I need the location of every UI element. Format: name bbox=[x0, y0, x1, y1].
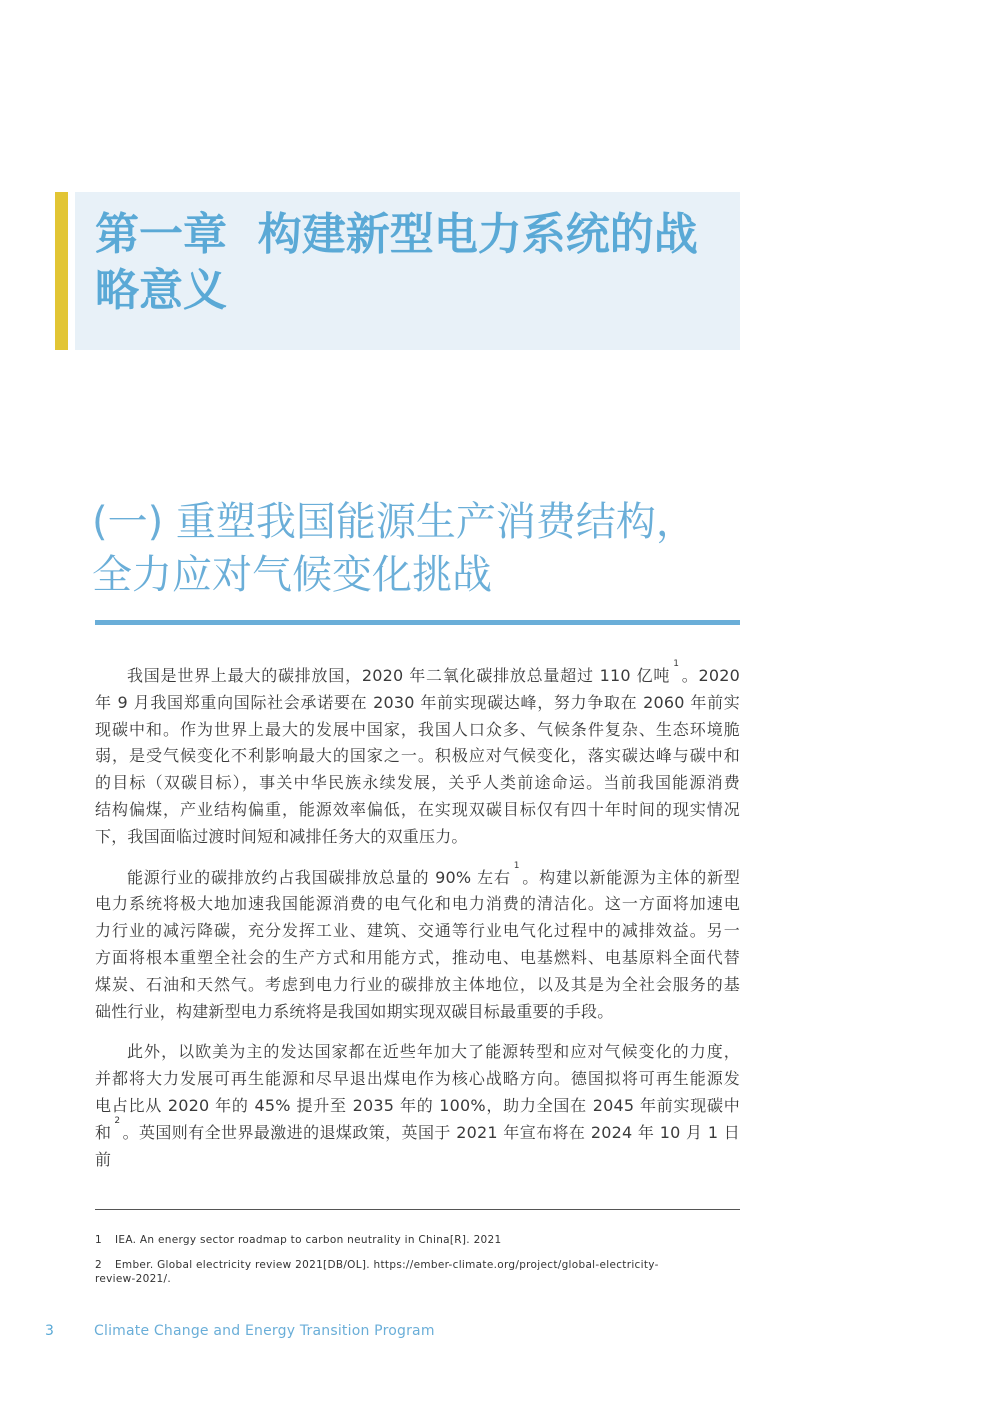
footnote-reference: 1 bbox=[673, 659, 680, 669]
footnote-number: 1 bbox=[95, 1234, 102, 1246]
paragraph-line bbox=[95, 659, 740, 690]
paragraph bbox=[95, 1039, 740, 1173]
footnote-reference: 2 bbox=[114, 1115, 121, 1126]
chapter-title bbox=[95, 207, 730, 319]
paragraph-line: 并都将大力发展可再生能源和尽早退出煤电作为核心战略方向。德国拟将可再生能源发 bbox=[95, 1069, 740, 1089]
paragraph-line: 此外，以欧美为主的发达国家都在近些年加大了能源转型和应对气候变化的力度， bbox=[127, 1042, 740, 1062]
section-heading-underline bbox=[95, 620, 740, 625]
paragraph-text: 。2020 bbox=[681, 666, 740, 685]
paragraph-line: 现碳中和。作为世界上最大的发展中国家，我国人口众多、气候条件复杂、生态环境脆 bbox=[95, 719, 740, 739]
footnotes bbox=[95, 1233, 695, 1297]
paragraph-line: 电占比从 2020 年的 45% 提升至 2035 年的 100%，助力全国在 2045 年前实现碳中 bbox=[95, 1095, 740, 1115]
section-heading-line: (一) 重塑我国能源生产消费结构， bbox=[92, 499, 696, 545]
footnote-text: IEA. An energy sector roadmap to carbon neutrality in China[R]. 2021 bbox=[115, 1234, 502, 1246]
paragraph-line: 力行业的减污降碳，充分发挥工业、建筑、交通等行业电气化过程中的减排效益。另一 bbox=[95, 921, 740, 941]
body-text bbox=[95, 659, 740, 1187]
paragraph bbox=[95, 860, 740, 1026]
footnote-number: 2 bbox=[95, 1259, 102, 1271]
paragraph-line: 结构偏煤，产业结构偏重，能源效率偏低，在实现双碳目标仅有四十年时间的现实情况 bbox=[95, 799, 740, 819]
paragraph-line: 电力系统将极大地加速我国能源消费的电气化和电力消费的清洁化。这一方面将加速电 bbox=[95, 894, 740, 914]
paragraph-line: 年 9 月我国郑重向国际社会承诺要在 2030 年前实现碳达峰，努力争取在 2060 年前实 bbox=[95, 692, 740, 712]
paragraph-line: 方面将根本重塑全社会的生产方式和用能方式，推动电、电基燃料、电基原料全面代替 bbox=[95, 947, 740, 967]
paragraph-line: 的目标（双碳目标），事关中华民族永续发展，关乎人类前途命运。当前我国能源消费 bbox=[95, 773, 740, 793]
footnote-reference: 1 bbox=[513, 860, 520, 871]
paragraph-text: 。英国则有全世界最激进的退煤政策，英国于 2021 年宣布将在 2024 年 10 月 1 日前 bbox=[95, 1122, 740, 1169]
paragraph-text: 能源行业的碳排放约占我国碳排放总量的 90% 左右 bbox=[127, 867, 511, 887]
footnote-text: Ember. Global electricity review 2021[DB/OL]. https://ember-climate.org/project/global-electricity-review-2021/. bbox=[95, 1259, 659, 1285]
paragraph bbox=[95, 659, 740, 851]
chapter-accent-bar bbox=[55, 192, 68, 350]
section-heading-line: 全力应对气候变化挑战 bbox=[92, 552, 492, 598]
paragraph-line: 下，我国面临过渡时间短和减排任务大的双重压力。 bbox=[95, 826, 468, 846]
paragraph-text: 。构建以新能源为主体的新型 bbox=[521, 867, 740, 887]
paragraph-line: 弱，是受气候变化不利影响最大的国家之一。积极应对气候变化，落实碳达峰与碳中和 bbox=[95, 746, 740, 766]
chapter-title-line: 第一章 构建新型电力系统的战 bbox=[95, 209, 698, 260]
paragraph-text: 我国是世界上最大的碳排放国，2020 年二氧化碳排放总量超过 110 亿吨 bbox=[127, 666, 671, 685]
chapter-title-box bbox=[75, 192, 740, 350]
page-number: 3 bbox=[45, 1323, 54, 1339]
chapter-title-line: 略意义 bbox=[95, 265, 227, 316]
footer-program-name: Climate Change and Energy Transition Program bbox=[94, 1323, 435, 1339]
section-heading bbox=[92, 496, 740, 602]
footnote-divider bbox=[95, 1209, 740, 1210]
paragraph-line bbox=[95, 860, 740, 892]
paragraph-line: 础性行业，构建新型电力系统将是我国如期实现双碳目标最重要的手段。 bbox=[95, 1001, 614, 1021]
footnote bbox=[95, 1233, 695, 1247]
paragraph-line bbox=[95, 1115, 740, 1174]
paragraph-text: 和 bbox=[95, 1122, 112, 1142]
footnote bbox=[95, 1258, 695, 1286]
paragraph-line: 煤炭、石油和天然气。考虑到电力行业的碳排放主体地位，以及其是为全社会服务的基 bbox=[95, 974, 740, 994]
